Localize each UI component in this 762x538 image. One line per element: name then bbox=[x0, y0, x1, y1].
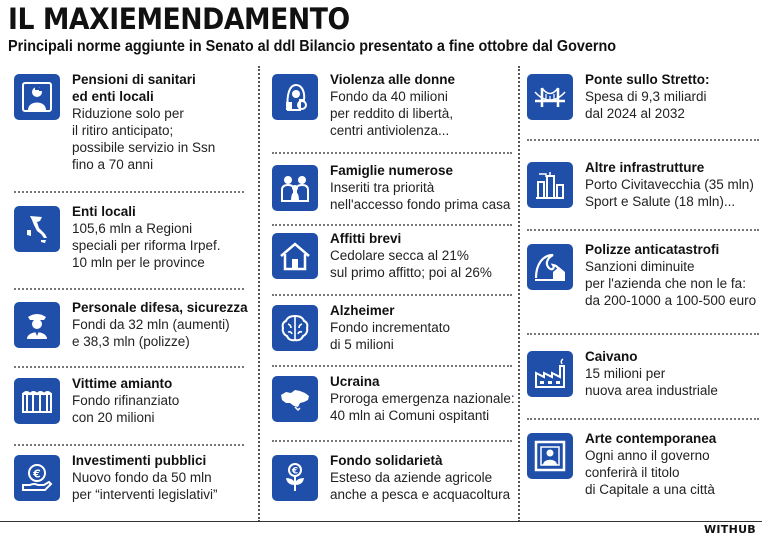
entry-text: 105,6 mln a Regioni bbox=[72, 221, 193, 236]
entry-text: Inseriti tra priorità bbox=[330, 180, 435, 195]
separator bbox=[14, 191, 244, 193]
entry-title: Famiglie numerose bbox=[330, 163, 454, 178]
page-subtitle: Principali norme aggiunte in Senato al ddl Bilancio presentato a fine ottobre dal Governo bbox=[8, 38, 617, 55]
entry-text: Sanzioni diminuite bbox=[585, 259, 695, 274]
entry-text: nell'accesso fondo prima casa bbox=[330, 197, 511, 212]
infrastructure-icon bbox=[527, 162, 573, 208]
entry-text: sul primo affitto; poi al 26% bbox=[330, 265, 492, 280]
woman-stop-icon bbox=[272, 74, 318, 120]
entry-text: fino a 70 anni bbox=[72, 157, 154, 172]
ukraine-map-icon bbox=[272, 376, 318, 422]
entry-text: il ritiro anticipato; bbox=[72, 123, 174, 138]
entry-text: di 5 milioni bbox=[330, 337, 394, 352]
entry-text: nuova area industriale bbox=[585, 383, 718, 398]
column-divider bbox=[258, 66, 260, 522]
entry-text: conferirà il titolo bbox=[585, 465, 680, 480]
entry-title: Fondo solidarietà bbox=[330, 453, 443, 468]
entry-title: Alzheimer bbox=[330, 303, 395, 318]
entry-text: 15 milioni per bbox=[585, 366, 666, 381]
separator bbox=[272, 224, 512, 226]
entry-text: 40 mln ai Comuni ospitanti bbox=[330, 408, 490, 423]
page-title: IL MAXIEMENDAMENTO bbox=[8, 2, 350, 36]
asbestos-roof-icon bbox=[14, 378, 60, 424]
column-divider bbox=[518, 66, 520, 522]
entry-text: Porto Civitavecchia (35 mln) bbox=[585, 177, 754, 192]
house-icon bbox=[272, 233, 318, 279]
entry-text: 10 mln per le province bbox=[72, 255, 205, 270]
entry-text: Fondo incrementato bbox=[330, 320, 451, 335]
bridge-icon bbox=[527, 74, 573, 120]
euro-hand-icon bbox=[14, 455, 60, 501]
entry-title: Violenza alle donne bbox=[330, 72, 456, 87]
brand-logo: WITHUB bbox=[703, 523, 756, 536]
family-icon bbox=[272, 165, 318, 211]
entry-text: Nuovo fondo da 50 mln bbox=[72, 470, 212, 485]
entry-text: speciali per riforma Irpef. bbox=[72, 238, 221, 253]
entry-title: Polizze anticatastrofi bbox=[585, 242, 720, 257]
svg-text:€: € bbox=[33, 467, 41, 481]
entry-text: di Capitale a una città bbox=[585, 482, 715, 497]
factory-icon bbox=[527, 351, 573, 397]
separator bbox=[272, 294, 512, 296]
entry-text: Sport e Salute (18 mln)... bbox=[585, 194, 736, 209]
entry-title: Caivano bbox=[585, 349, 638, 364]
painting-icon bbox=[527, 433, 573, 479]
entry-title: Arte contemporanea bbox=[585, 431, 717, 446]
entry-title: Pensioni di sanitari bbox=[72, 72, 196, 87]
entry-title: Enti locali bbox=[72, 204, 136, 219]
entry-text: anche a pesca e acquacoltura bbox=[330, 487, 511, 502]
entry-title: ed enti locali bbox=[72, 89, 154, 104]
entry-title: Personale difesa, sicurezza bbox=[72, 300, 248, 315]
svg-text:€: € bbox=[291, 466, 299, 477]
entry-text: Riduzione solo per bbox=[72, 106, 184, 121]
separator bbox=[14, 444, 244, 446]
entry-text: Fondo da 40 milioni bbox=[330, 89, 448, 104]
entry-text: Fondi da 32 mln (aumenti) bbox=[72, 317, 230, 332]
separator bbox=[527, 418, 759, 420]
entry-text: Spesa di 9,3 miliardi bbox=[585, 89, 707, 104]
entry-text: con 20 milioni bbox=[72, 410, 155, 425]
entry-text: Fondo rifinanziato bbox=[72, 393, 180, 408]
entry-text: Ogni anno il governo bbox=[585, 448, 710, 463]
entry-title: Vittime amianto bbox=[72, 376, 173, 391]
entry-title: Ponte sullo Stretto: bbox=[585, 72, 710, 87]
entry-text: da 200-1000 a 100-500 euro bbox=[585, 293, 757, 308]
separator bbox=[272, 152, 512, 154]
officer-icon bbox=[14, 302, 60, 348]
separator bbox=[527, 229, 759, 231]
entry-title: Ucraina bbox=[330, 374, 380, 389]
entry-text: e 38,3 mln (polizze) bbox=[72, 334, 190, 349]
separator bbox=[14, 288, 244, 290]
entry-text: per “interventi legislativi” bbox=[72, 487, 218, 502]
entry-text: centri antiviolenza... bbox=[330, 123, 450, 138]
separator bbox=[272, 440, 512, 442]
nurse-icon bbox=[14, 74, 60, 120]
entry-text: per l'azienda che non le fa: bbox=[585, 276, 746, 291]
separator bbox=[527, 139, 759, 141]
plant-coin-icon bbox=[272, 455, 318, 501]
entry-text: Esteso da aziende agricole bbox=[330, 470, 493, 485]
italy-map-icon bbox=[14, 206, 60, 252]
brain-icon bbox=[272, 305, 318, 351]
separator bbox=[14, 366, 244, 368]
entry-text: dal 2024 al 2032 bbox=[585, 106, 685, 121]
entry-title: Investimenti pubblici bbox=[72, 453, 207, 468]
separator bbox=[527, 333, 759, 335]
entry-text: Proroga emergenza nazionale: bbox=[330, 391, 515, 406]
footer-rule bbox=[0, 521, 762, 522]
entry-title: Altre infrastrutture bbox=[585, 160, 705, 175]
entry-text: possibile servizio in Ssn bbox=[72, 140, 216, 155]
entry-text: Cedolare secca al 21% bbox=[330, 248, 469, 263]
separator bbox=[272, 365, 512, 367]
wave-house-icon bbox=[527, 244, 573, 290]
entry-title: Affitti brevi bbox=[330, 231, 402, 246]
entry-text: per reddito di libertà, bbox=[330, 106, 454, 121]
